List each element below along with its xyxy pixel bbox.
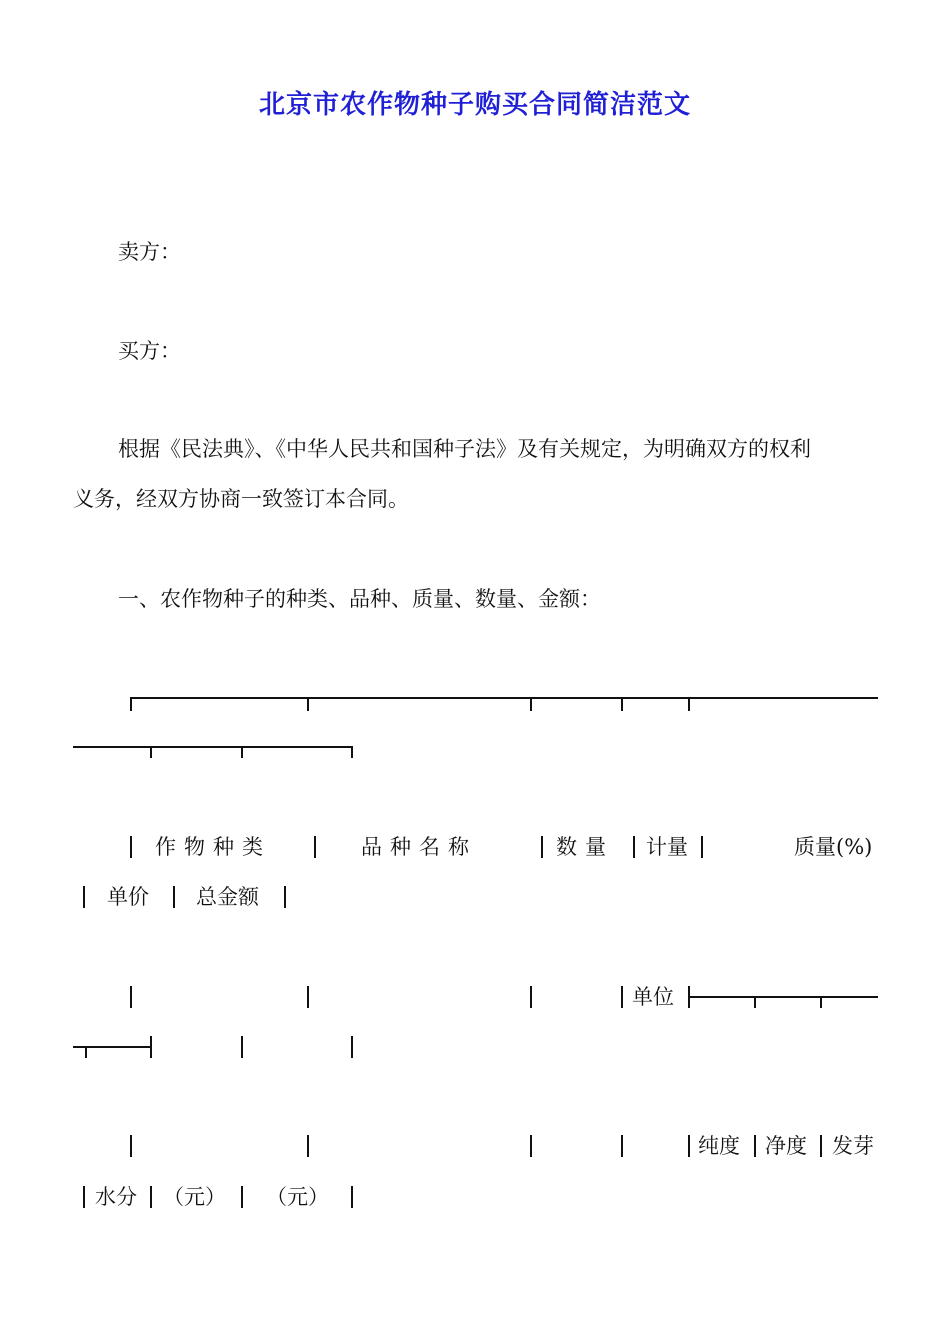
table-divider [130,836,132,858]
table-divider [314,836,316,858]
header-cleanliness: 净度 [765,1134,807,1158]
header-crop-type: 作物种类 [155,835,271,859]
basis-paragraph-line-1: 根据《民法典》、《中华人民共和国种子法》及有关规定，为明确双方的权利 [118,437,811,461]
table-divider [284,886,286,908]
table-divider [688,1135,690,1157]
section-1-heading: 一、农作物种子的种类、品种、质量、数量、金额： [118,587,601,611]
header-total-amount: 总金额 [196,885,259,909]
table-divider [754,1135,756,1157]
table-tick [530,697,532,711]
header-quality: 质量(%) [794,835,873,859]
quality-subheader-line [688,996,878,998]
header-total-amount-currency: （元） [266,1185,329,1209]
table-top-border-wrap [73,746,353,748]
table-divider [150,1036,152,1058]
table-divider [83,1186,85,1208]
table-divider [621,1135,623,1157]
seller-label: 卖方： [118,240,181,264]
table-tick [241,746,243,758]
table-tick [754,996,756,1008]
header-unit-price-currency: （元） [163,1185,226,1209]
document-title: 北京市农作物种子购买合同简洁范文 [258,90,691,120]
basis-paragraph-line-2: 义务，经双方协商一致签订本合同。 [73,487,409,511]
table-divider [530,1135,532,1157]
table-tick [688,697,690,711]
header-measure-unit: 单位 [632,985,674,1009]
table-divider [130,986,132,1008]
header-germination: 发芽 [832,1134,874,1158]
table-tick [85,1046,87,1058]
table-divider [130,1135,132,1157]
table-tick [621,697,623,711]
table-divider [307,986,309,1008]
table-divider [241,1036,243,1058]
table-divider [541,836,543,858]
table-divider [820,1135,822,1157]
table-divider [307,1135,309,1157]
table-divider [351,1036,353,1058]
table-divider [241,1186,243,1208]
header-purity: 纯度 [698,1134,740,1158]
table-tick [820,996,822,1008]
table-divider [701,836,703,858]
table-divider [351,1186,353,1208]
header-variety-name: 品种名称 [361,835,477,859]
table-divider [83,886,85,908]
table-divider [621,986,623,1008]
header-measure: 计量 [646,835,688,859]
buyer-label: 买方： [118,339,181,363]
table-tick [307,697,309,711]
header-moisture: 水分 [95,1185,137,1209]
table-tick [351,746,353,758]
table-tick [150,746,152,758]
table-tick [130,697,132,711]
table-top-border [130,697,878,699]
table-divider [173,886,175,908]
header-quantity: 数量 [556,835,614,859]
table-divider [530,986,532,1008]
table-divider [150,1186,152,1208]
table-divider [633,836,635,858]
header-unit-price: 单价 [107,885,149,909]
